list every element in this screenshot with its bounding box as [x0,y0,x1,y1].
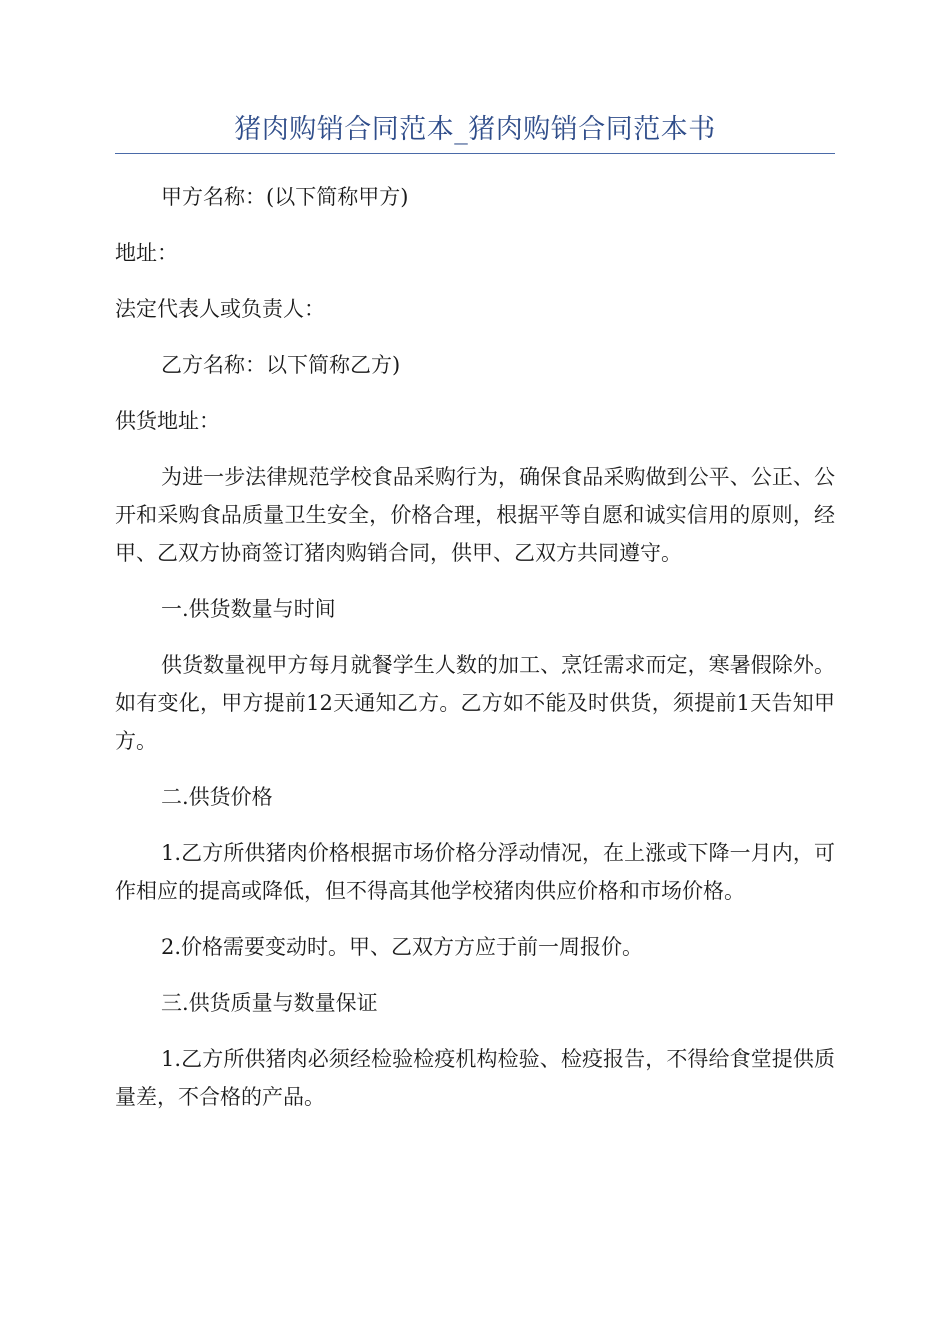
party-b-name: 乙方名称：以下简称乙方) [161,353,401,377]
section-1-paragraph: 供货数量视甲方每月就餐学生人数的加工、烹饪需求而定，寒暑假除外。如有变化，甲方提前12天通知乙方。乙方如不能及时供货，须提前1天告知甲方。 [115,653,835,753]
section-heading-1: 一.供货数量与时间 [161,597,336,621]
party-a-address: 地址： [115,241,178,265]
supply-address: 供货地址： [115,409,220,433]
section-2-item-2: 2.价格需要变动时。甲、乙双方方应于前一周报价。 [161,935,644,959]
party-a-name: 甲方名称：(以下简称甲方) [161,185,409,209]
preamble-paragraph: 为进一步法律规范学校食品采购行为，确保食品采购做到公平、公正、公开和采购食品质量卫生安全，价格合理，根据平等自愿和诚实信用的原则，经甲、乙双方协商签订猪肉购销合同，供甲、乙双方共同遵守。 [115,465,835,565]
document-title: 猪肉购销合同范本_猪肉购销合同范本书 [234,114,716,145]
section-heading-2: 二.供货价格 [161,785,273,809]
document-body [115,178,835,1134]
section-2-item-1: 1.乙方所供猪肉价格根据市场价格分浮动情况，在上涨或下降一月内，可作相应的提高或降低，但不得高其他学校猪肉供应价格和市场价格。 [115,841,835,903]
legal-representative: 法定代表人或负责人： [115,297,325,321]
title-underline [115,153,835,154]
section-3-item-1: 1.乙方所供猪肉必须经检验检疫机构检验、检疫报告，不得给食堂提供质量差，不合格的产品。 [115,1047,835,1109]
section-heading-3: 三.供货质量与数量保证 [161,991,378,1015]
